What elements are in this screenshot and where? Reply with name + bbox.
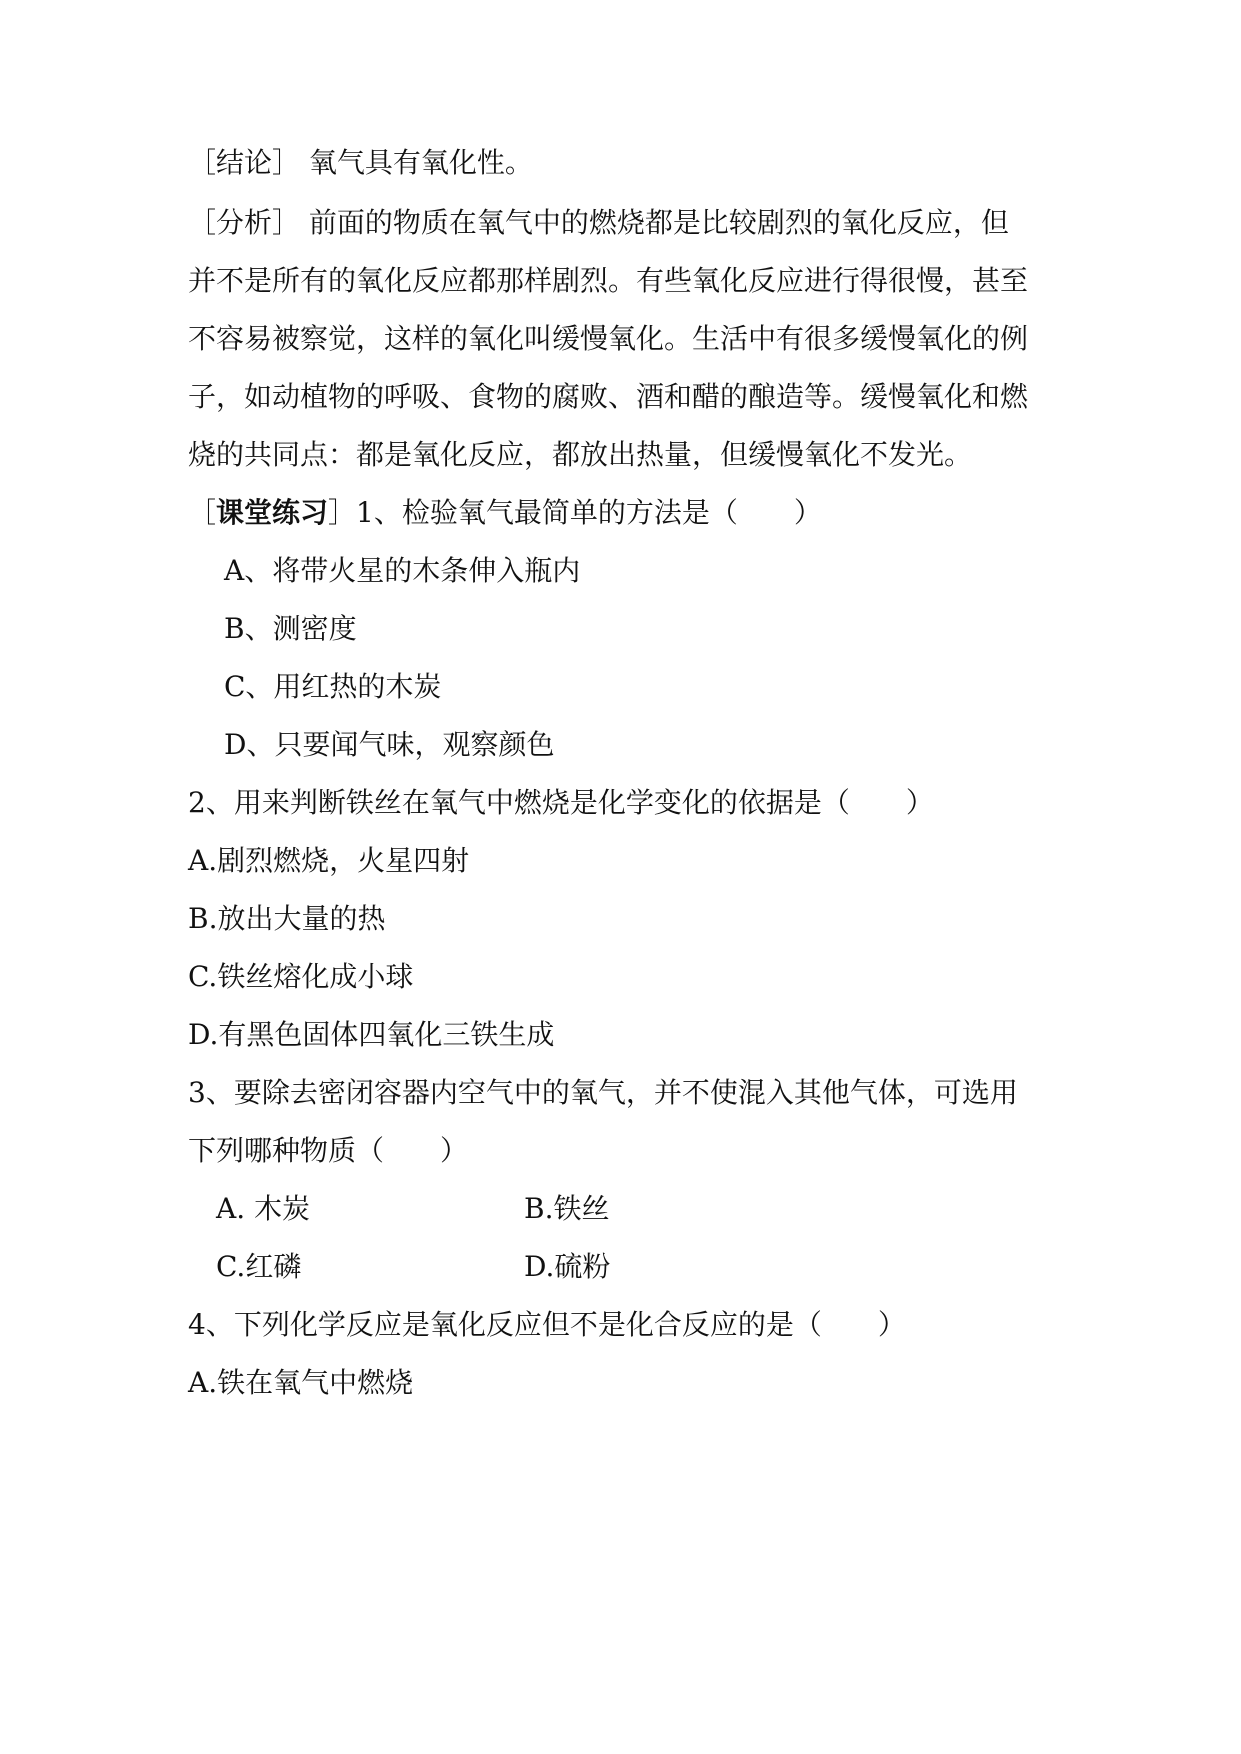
conclusion-line bbox=[188, 143, 533, 183]
analysis-line-3: 不容易被察觉，这样的氧化叫缓慢氧化。生活中有很多缓慢氧化的例 bbox=[188, 322, 1029, 355]
question-1-option-b: B、测密度 bbox=[224, 612, 357, 645]
analysis-line-1 bbox=[188, 203, 1009, 243]
question-3-option-a: A. 木炭 bbox=[216, 1192, 311, 1225]
question-2-option-a: A.剧烈燃烧，火星四射 bbox=[188, 844, 470, 877]
question-3-stem-line-2: 下列哪种物质（ ） bbox=[188, 1134, 469, 1167]
practice-close-bracket: ］ bbox=[328, 496, 357, 529]
question-3-option-c: C.红磷 bbox=[216, 1250, 302, 1283]
question-4-stem: 4、下列化学反应是氧化反应但不是化合反应的是（ ） bbox=[188, 1308, 906, 1341]
analysis-line-5: 烧的共同点：都是氧化反应，都放出热量，但缓慢氧化不发光。 bbox=[188, 438, 973, 471]
question-1-text: 1、检验氧气最简单的方法是（ ） bbox=[356, 496, 822, 529]
analysis-line-2: 并不是所有的氧化反应都那样剧烈。有些氧化反应进行得很慢，甚至 bbox=[188, 264, 1029, 297]
practice-open-bracket: ［ bbox=[188, 496, 217, 529]
practice-label: 课堂练习 bbox=[216, 496, 329, 529]
question-2-option-d: D.有黑色固体四氧化三铁生成 bbox=[188, 1018, 555, 1051]
question-1-stem bbox=[188, 493, 822, 533]
question-1-option-d: D、只要闻气味，观察颜色 bbox=[224, 728, 555, 761]
question-2-stem: 2、用来判断铁丝在氧气中燃烧是化学变化的依据是（ ） bbox=[188, 786, 934, 819]
question-1-option-c: C、用红热的木炭 bbox=[224, 670, 442, 703]
question-2-option-b: B.放出大量的热 bbox=[188, 902, 386, 935]
question-3-option-b: B.铁丝 bbox=[524, 1192, 610, 1225]
analysis-line-4: 子，如动植物的呼吸、食物的腐败、酒和醋的酿造等。缓慢氧化和燃 bbox=[188, 380, 1029, 413]
question-3-option-d: D.硫粉 bbox=[524, 1250, 611, 1283]
question-3-stem-line-1: 3、要除去密闭容器内空气中的氧气，并不使混入其他气体，可选用 bbox=[188, 1076, 1018, 1109]
conclusion-tag: ［结论］ bbox=[188, 146, 301, 179]
conclusion-text: 氧气具有氧化性。 bbox=[300, 146, 533, 179]
analysis-tag: ［分析］ bbox=[188, 206, 301, 239]
question-4-option-a: A.铁在氧气中燃烧 bbox=[188, 1366, 414, 1399]
question-2-option-c: C.铁丝熔化成小球 bbox=[188, 960, 414, 993]
analysis-text: 前面的物质在氧气中的燃烧都是比较剧烈的氧化反应，但 bbox=[300, 206, 1009, 239]
question-1-option-a: A、将带火星的木条伸入瓶内 bbox=[224, 554, 581, 587]
